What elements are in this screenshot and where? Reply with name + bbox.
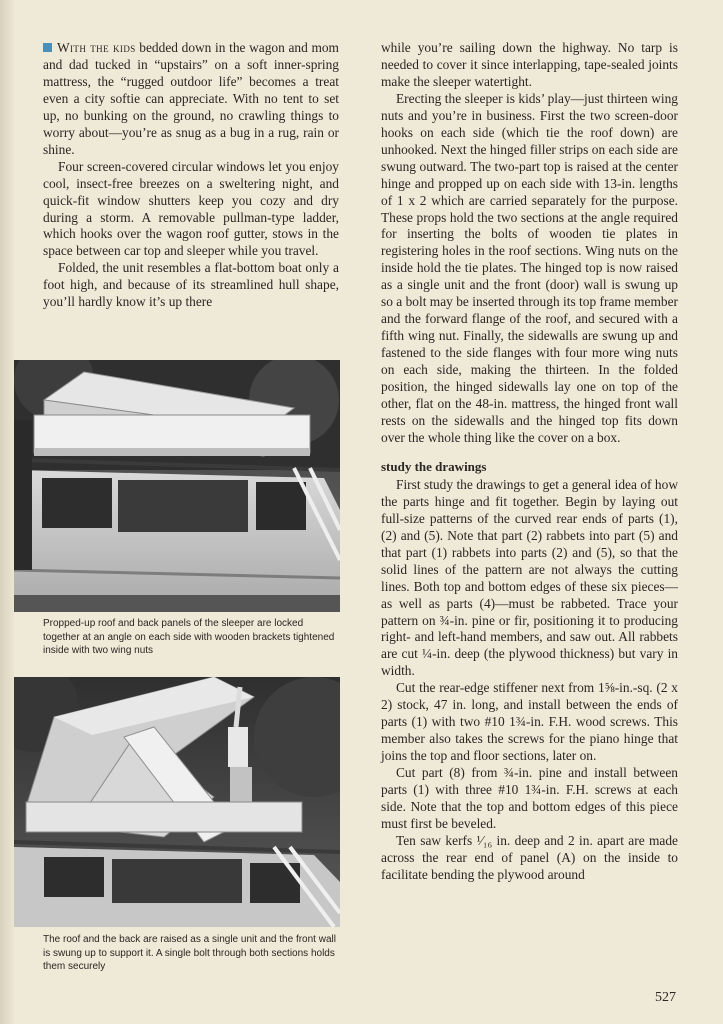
right-paragraph-2: Erecting the sleeper is kids’ play—just thirteen wing nuts and you’re in business. First the two screen-door hooks on each side (which tie the roof down) are unhooked. Next the hinged filler strips on each side are swung outward. The two-part top is raised at the center hinge and propped up on each side with 13-in. lengths of 1 x 2 which are carried separately for the purpose. These props hold the two sections at the angle required for inserting the bolts of wooden tie plates in registering holes in the roof sections. Wing nuts on the inside hold the tie plates. The hinged top is now raised as a single unit and the front (door) wall is swung up so a bolt may be inserted through its top frame member and the forward flange of the roof, and secured with a fifth wing nut. Finally, the sidewalls are swung up and fastened to the side flanges with four more wing nuts on each side, making the thirteen. In the folded position, the hinged sidewalls lay one on top of the other, flat on the 48-in. mattress, the hinged front wall rests on the sidewalls and the hinged top fits down over the whole thing like the cover on a box. [381, 90, 678, 445]
photo-sleeper-propped-roof [14, 360, 340, 612]
photo-1-caption: Propped-up roof and back panels of the sleeper are locked together at an angle on each side with wooden brackets tightened inside with two wing nuts [43, 618, 335, 657]
lead-in: With the kids [57, 40, 136, 55]
page-number: 527 [655, 990, 676, 1005]
left-paragraph-1-text: bedded down in the wagon and mom and dad tucked in “upstairs” on a soft inner-spring mattress, the “rugged outdoor life” becomes a treat even a city softie can appreciate. With no tent to set up, no bunking on the ground, no crawling things to worry about—you’re as snug as a bug in a rug, rain or shine. [43, 40, 339, 157]
left-paragraph-3: Folded, the unit resembles a flat-bottom boat only a foot high, and because of its streamlined hull shape, you’ll hardly know it’s up there [43, 260, 339, 310]
photo-2-caption: The roof and the back are raised as a single unit and the front wall is swung up to support it. A single bolt through both sections holds them securely [43, 934, 336, 973]
section-heading: study the drawings [381, 458, 487, 474]
photo-1-image [14, 360, 340, 612]
left-column [43, 40, 339, 311]
page-binding-edge [0, 0, 14, 1024]
left-paragraph-1 [43, 40, 339, 159]
photo-roof-raised-single-unit [14, 677, 340, 927]
right-paragraph-5: Cut part (8) from ¾-in. pine and install between parts (1) with three #10 1¾-in. F.H. screws at each side. Note that the top and bottom edges of this piece must first be beveled. [381, 765, 678, 831]
right-paragraph-1: while you’re sailing down the highway. No tarp is needed to cover it since interlapping, tape-sealed joints make the sleeper watertight. [381, 40, 678, 89]
left-paragraph-2: Four screen-covered circular windows let you enjoy cool, insect-free breezes on a sweltering night, and quick-fit window shutters keep you cozy and dry during a storm. A removable pullman-type ladder, which hooks over the wagon roof gutter, stows in the space between car top and sleeper while you travel. [43, 158, 339, 259]
right-paragraph-6: Ten saw kerfs ¹⁄₁₆ in. deep and 2 in. apart are made across the rear end of panel (A) on the inside to facilitate bending the plywood around [381, 832, 678, 882]
right-paragraph-3: First study the drawings to get a general idea of how the parts hinge and fit together. Begin by laying out full-size patterns of the curved rear ends of parts (1), (2) and (5). Note that part (2) rabbets into part (5) and that part (1) rabbets into parts (2) and (5), so that the solid lines of the pattern are not always the cutting lines. Both top and bottom edges of these six pieces—as well as parts (4)—must be rabbeted. Trace your pattern on ¾-in. pine or fir, positioning it to producing right- and left-hand members, and saw out. All rabbets are cut ¼-in. deep (the plywood thickness) but vary in width. [381, 476, 678, 679]
right-paragraph-4: Cut the rear-edge stiffener next from 1⅝-in.-sq. (2 x 2) stock, 47 in. long, and install between the ends of parts (1) with two #10 1¾-in. F.H. wood screws. This member also takes the screws for the piano hinge that joins the top and floor sections, later on. [381, 680, 678, 764]
square-bullet-icon [43, 43, 52, 52]
right-column [381, 40, 678, 884]
photo-2-image [14, 677, 340, 927]
